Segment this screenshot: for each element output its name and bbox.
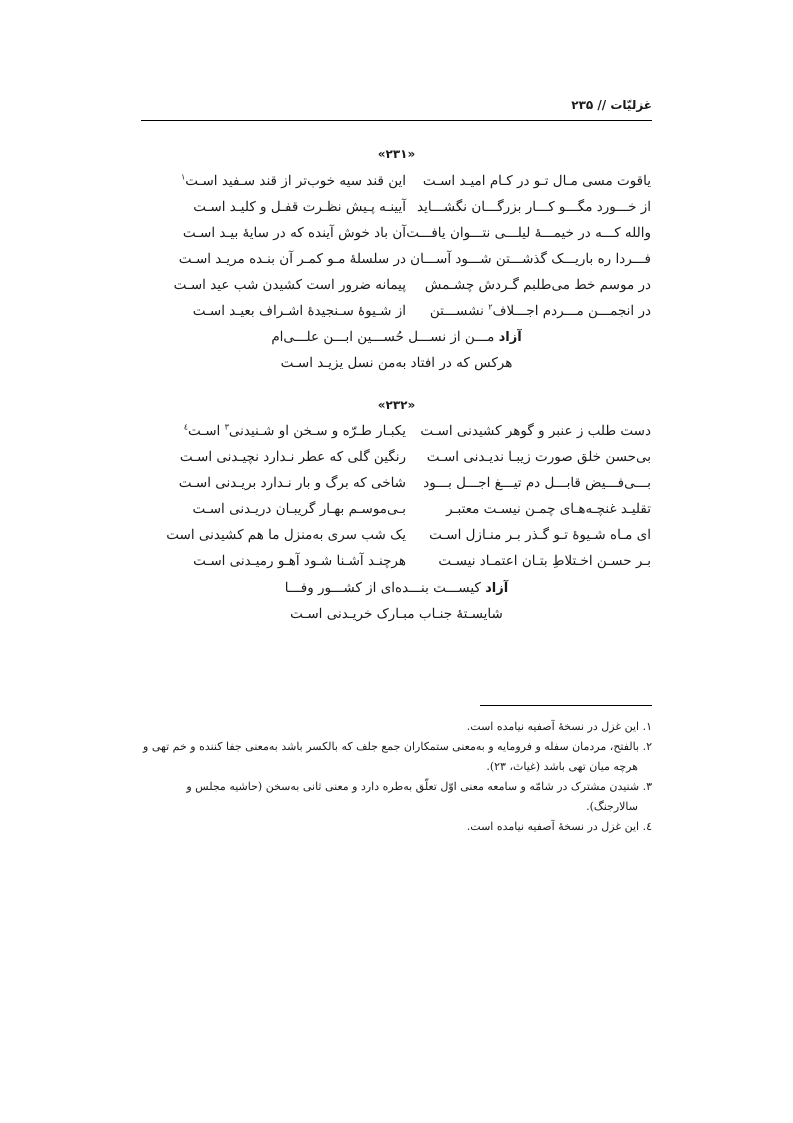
footnote-text: این غزل در نسخهٔ آصفیه نیامده است. (466, 820, 643, 833)
footnote-text: بالفتح، مردمان سفله و فرومایه و به‌معنی ستمکاران جمع جلف که بالکسر باشد به‌معنی جفا کننده و خم تهی و (143, 740, 643, 753)
second-hemistich (161, 418, 406, 444)
second-hemistich: آن باد خوش آینده که در سایهٔ بیـد اسـت (182, 225, 406, 241)
footnote-number: ۳. (642, 780, 652, 793)
verse (161, 496, 651, 522)
verse (161, 272, 651, 298)
second-hemistich: از شـیوهٔ سـنجیدهٔ اشـراف بعیـد اسـت (192, 303, 406, 319)
footnote-marker[interactable]: ۲ (488, 302, 493, 312)
verse (161, 298, 651, 324)
first-hemistich: دست طلب ز عنبر و گوهر کشیدنی اسـت (420, 423, 651, 439)
second-hemistich: شاخی که برگ و بار نـدارد بریـدنی اسـت (178, 475, 406, 491)
verse (161, 522, 651, 548)
poem-number: «۲۳۲» (377, 398, 416, 412)
verse (161, 246, 651, 272)
footnote-rule (480, 705, 652, 706)
pen-name: آزاد (485, 581, 509, 596)
second-hemistich: رنگین گلی که عطر نـدارد نچیـدنی اسـت (179, 449, 406, 465)
second-hemistich: در سلسلهٔ مـو کمـر آن بنـده مریـد اسـت (178, 251, 406, 267)
first-hemistich: از خـــورد مگـــو کـــار بزرگـــان نگشـــاید (416, 199, 651, 215)
footnotes (141, 717, 652, 837)
second-hemistich (161, 168, 406, 194)
first-hemistich: والله کـــه در خیمـــهٔ لیلـــی نتـــوان یافـــت (406, 225, 651, 241)
verse (161, 168, 651, 194)
second-hemistich: آیینـه پـیش نظـرت قفـل و کلیـد اسـت (193, 199, 406, 215)
footnote-marker[interactable]: ۳ (224, 422, 229, 432)
hemistich-text: نشســـتن (429, 303, 489, 319)
closing-line (0, 324, 793, 350)
verse (161, 220, 651, 246)
footnote-number: ۱. (642, 720, 652, 733)
footnote (141, 717, 652, 737)
first-hemistich: یاقوت مسی مـال تـو در کـام امیـد اسـت (422, 173, 651, 189)
first-hemistich: بـــی‌فـــیض قابـــل دم تیـــغ اجـــل بـــود (423, 475, 651, 491)
verse (161, 194, 651, 220)
verse (161, 444, 651, 470)
second-hemistich: هرچنـد آشـنا شـود آهـو رمیـدنی اسـت (193, 553, 406, 569)
running-title: غزلیّات // ۲۳۵ (571, 98, 652, 112)
second-hemistich: یک شب سری به‌منزل ما هم کشیدنی است (166, 527, 406, 543)
header-rule (141, 120, 652, 121)
footnote-continuation: سالارجنگ). (586, 800, 638, 813)
footnote-marker[interactable]: ۱ (180, 172, 186, 182)
footnote (141, 817, 652, 837)
first-hemistich: فـــردا ره باریـــک گذشـــتن شـــود آســـان (410, 251, 651, 267)
poem-verses (161, 168, 651, 324)
pen-name: آزاد (498, 330, 522, 345)
footnote (141, 737, 652, 777)
closing-text: کیســـت بنـــده‌ای از کشـــور وفـــا (284, 580, 486, 596)
first-hemistich: ای مـاه شـیوهٔ تـو گـذر بـر منـازل اسـت (429, 527, 651, 543)
verse (161, 418, 651, 444)
verse (161, 470, 651, 496)
poem-verses (161, 418, 651, 574)
hemistich-text: در انجمـــن مـــردم اجـــلاف (492, 303, 651, 319)
first-hemistich (406, 298, 651, 324)
hemistich-text: یکبـار طـرّه و سـخن او شـنیدنی (228, 423, 406, 439)
closing-line: شایسـتهٔ جنـاب مبـارک خریـدنی اسـت (290, 606, 503, 622)
second-hemistich: پیمانه ضرور است کشیدن شب عید اسـت (173, 277, 406, 293)
verse (161, 548, 651, 574)
footnote-number: ٤. (642, 820, 652, 833)
footnote (141, 777, 652, 817)
footnote-continuation: هرچه میان تهی باشد (غیاث، ۲۳). (486, 760, 638, 773)
second-hemistich: بـی‌موسـم بهـار گریبـان دریـدنی اسـت (192, 501, 406, 517)
first-hemistich: در موسم خط می‌طلبم گـردش چشـمش (424, 277, 651, 293)
footnote-text: این غزل در نسخهٔ آصفیه نیامده است. (466, 720, 643, 733)
footnote-number: ۲. (642, 740, 652, 753)
footnote-text: شنیدن مشترک در شامّه و سامعه معنی اوّل تعلّق به‌طره دارد و معنی ثانی به‌سخن (حاشیه مجلس و (186, 780, 643, 793)
closing-verse (0, 575, 793, 627)
closing-line: هرکس که در افتاد به‌من نسل یزیـد اسـت (280, 355, 513, 371)
closing-line (0, 575, 793, 601)
footnote-marker[interactable]: ٤ (183, 422, 189, 432)
closing-text: مـــن از نســـل حُســـین ابـــن علـــی‌ام (271, 329, 499, 345)
hemistich-text: اسـت (188, 423, 225, 439)
first-hemistich: بی‌حسن خلق صورت زیبـا ندیـدنی اسـت (426, 449, 651, 465)
closing-verse (0, 324, 793, 376)
first-hemistich: تقلیـد غنچـه‌هـای چمـن نیسـت معتبـر (446, 501, 651, 517)
hemistich-text: این قند سیه خوب‌تر از قند سـفید اسـت (185, 173, 406, 189)
poem-number: «۲۳۱» (377, 147, 416, 161)
first-hemistich: بـر حسـن اخـتلاطِ بتـان اعتمـاد نیسـت (438, 553, 651, 569)
